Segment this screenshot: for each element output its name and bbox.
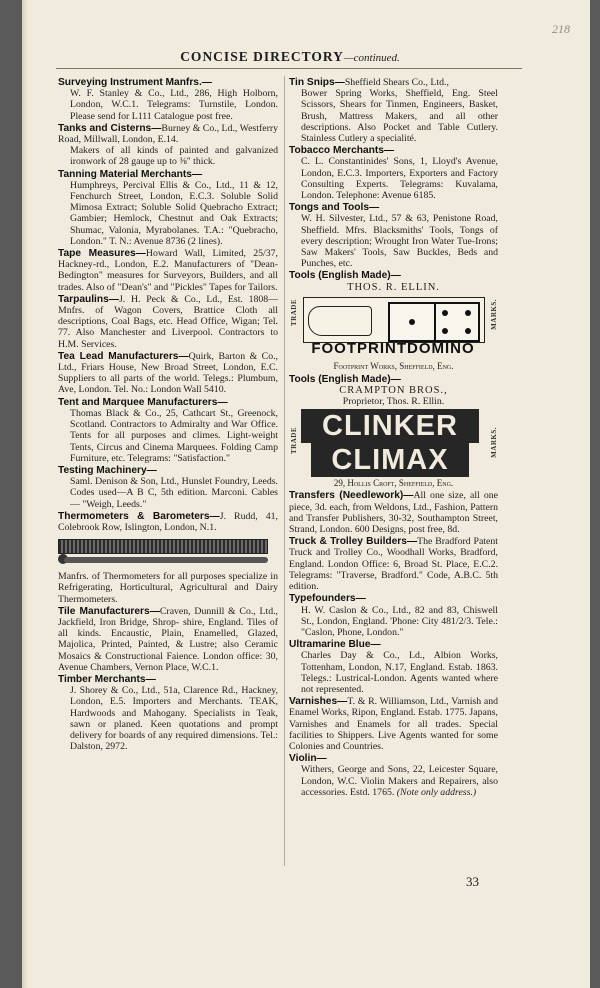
entry-tools-ellin — [289, 270, 498, 370]
entry-body: C. L. Constantinides' Sons, 1, Lloyd's Avenue, London, E.C.3. Importers, Exporters and Factory Consulting Experts. Telegrams: Kuvalama, London. Telephone: Avenue 6185. — [301, 156, 498, 202]
entry-lead: The Bradford Patent Truck and Trolley Co., — [289, 536, 498, 559]
entry-lead: Burney & Co., Ld., Westferry Road, Millwall, London, E.14. — [58, 122, 278, 146]
footprint-domino-word — [303, 339, 483, 357]
entry-body: Varnish and Enamel Works, Ripon, England. Estab. 1775. Japans, Varnishes and Enamels for all trades. Special facilities to Shippers. Live Agents wanted for some Colonies and Countries. — [289, 696, 499, 752]
entry-testing-machinery — [58, 465, 278, 510]
entry-tent-marquee — [58, 397, 278, 464]
entry-body: Bower Spring Works, Sheffield, Eng. Steel Scissors, Shears for Tinmen, Engineers, Basket, Brush, Mattress Makers, and all other descriptions. Also Pocket and Table Cutlery. Stainless Cutlery a specialité. — [301, 88, 498, 145]
entry-body: Saml. Denison & Son, Ltd., Hunslet Foundry, Leeds. Codes used—A B C, 5th edition. Marconi. Cables — "Weigh, Leeds." — [70, 476, 278, 510]
entry-lead: T. & R. Williamson, Ltd., — [347, 696, 449, 708]
entry-body: J. Shorey & Co., Ltd., 51a, Clarence Rd., Hackney, London, E.5. Importers and Merchants. TEAK, Hardwoods and Mahogany. Specialists in Teak, sawn or planed. Keen quotations and prompt delivery for boards of any required dimensions. Tel.: Dalston, 2972. — [70, 685, 278, 753]
entry-heading: Tin Snips— — [289, 77, 345, 88]
trademark-box — [303, 297, 485, 343]
entry-heading: Timber Merchants— — [58, 673, 156, 685]
entry-body: Charles Day & Co., Ld., Albion Works, Tottenham, London, N.17, England. Estab. 1863. Telegs.: Lustrical-London. Agents wanted where not represented. — [301, 650, 498, 695]
thermometer-stem — [64, 557, 268, 563]
entry-tea-lead — [58, 351, 278, 396]
footprint-icon — [308, 306, 372, 336]
marks-label: MARKS. — [490, 298, 498, 330]
entry-heading: Tobacco Merchants— — [289, 145, 395, 157]
climax-banner: CLIMAX — [311, 443, 469, 477]
entry-body: H. W. Caslon & Co., Ltd., 82 and 83, Chiswell St., London, England. 'Phone: City 481/2/3. Tele.: "Caslon, Phone, London." — [301, 604, 498, 638]
entry-heading: Thermometers & Barometers— — [58, 510, 220, 522]
entry-lead: J. H. Peck & Co., Ld., Est. 1808—Mnfrs. of Wagon Covers, — [58, 293, 278, 317]
entry-lead: Quirk, Barton & Co., Ltd., Friars House, New — [58, 350, 278, 374]
entry-note: (Note only address.) — [396, 786, 477, 798]
entry-truck-trolley — [289, 536, 498, 592]
entry-tools-crampton — [289, 374, 498, 488]
left-column — [58, 77, 278, 753]
right-column — [289, 77, 498, 799]
entry-body: Manufacturers of "Dean-Bedington" measures for Surveyors, Builders, and all trades. Also of "Dean's" and "Pickles" Tapes for Tailors. — [58, 259, 278, 293]
entry-heading: Tile Manufacturers— — [58, 605, 160, 617]
entry-body: Brattice Cloth all descriptions, Coal Bags, etc. Head Office, Wigan; Tel. 77. Also Manchester and Liverpool. Contractors to H.M. Services. — [58, 305, 278, 350]
entry-tobacco — [289, 145, 498, 201]
entry-heading: Tape Measures— — [58, 248, 146, 260]
entry-typefounders — [289, 593, 498, 638]
entry-heading: Transfers (Needlework)— — [289, 490, 414, 502]
entry-body: Thomas Black & Co., 25, Cathcart St., Greenock, Scotland. Contractors to Admiralty and War Office. Tents for all purposes and climes. Light-weight Tents, Circus and Cinema Marquees. Folding Camp Furniture, etc. Telegrams: "Satisfaction." — [70, 407, 278, 464]
footprint-address: Footprint Works, Sheffield, Eng. — [333, 360, 454, 371]
maker-name: THOS. R. ELLIN. — [347, 281, 440, 293]
entry-body: Broad Street, London, E.C. Suppliers to all parts of the world. Telegs.: Plumbum, Ave, London. Tel. No.: London Wall 5410. — [58, 362, 279, 396]
entry-timber — [58, 674, 278, 752]
entry-heading: Tools (English Made)— — [289, 270, 401, 282]
word-footprint: FOOTPRINT — [311, 339, 407, 357]
entry-tongs — [289, 202, 498, 269]
entry-lead: Sheffield Shears Co., Ltd., — [344, 77, 449, 88]
page-fold-shadow — [22, 0, 28, 988]
entry-body: shire, England. Tiles of all kinds. Encaustic, Plain, Enamelled, Glazed, Majolica, Printed, Painted, & Lustre; also Ceramic Mosaics & Constructional Faience. London office: 30, Avenue Chambers, Vernon Place, W.C.1. — [58, 616, 279, 673]
entry-heading: Truck & Trolley Builders— — [289, 536, 418, 548]
entry-tile — [58, 606, 278, 673]
trade-label: TRADE — [290, 298, 298, 326]
entry-body: W. H. Silvester, Ltd., 57 & 63, Penistone Road, Sheffield. Mfrs. Blacksmiths' Tools, Tongs of every description; Wrought Iron Water Tue-Irons; Saw Makers' Tools, Saw Buckles, Beds and Punches, etc. — [301, 213, 498, 270]
entry-lead: J. Rudd, 41, Colebrook Row, Islington, London, N.1. — [58, 510, 278, 533]
entry-heading: Tongs and Tools— — [289, 202, 380, 214]
entry-heading: Tools (English Made)— — [289, 373, 401, 385]
entry-thermometers — [58, 511, 278, 605]
header-title: CONCISE DIRECTORY — [180, 49, 344, 64]
entry-heading: Tea Lead Manufacturers— — [58, 350, 189, 362]
clinker-address: 29, Hollis Croft, Sheffield, Eng. — [333, 478, 454, 489]
word-domino: DOMINO — [407, 339, 475, 357]
header-rule — [56, 68, 522, 69]
entry-heading: Tanks and Cisterns— — [58, 122, 162, 134]
header-continued: —continued. — [343, 52, 400, 64]
entry-varnishes — [289, 696, 498, 752]
entry-surveying — [58, 77, 278, 122]
column-divider — [284, 76, 285, 866]
entry-heading: Tent and Marquee Manufacturers— — [58, 396, 228, 408]
entry-body: W. F. Stanley & Co., Ltd., 286, High Holborn, London, W.C.1. Telegrams: Turnstile, London. Please send for L111 Catalogue post free. — [70, 88, 278, 122]
domino-icon — [388, 302, 480, 342]
entry-tanks — [58, 123, 278, 168]
footprint-domino-trademark — [289, 295, 498, 371]
page-number: 33 — [466, 874, 479, 889]
thermometer-illustration — [58, 535, 278, 567]
entry-heading: Varnishes— — [289, 696, 348, 708]
entry-lead: Craven, Dunnill & Co., Ltd., Jackfield, Iron Bridge, Shrop- — [58, 605, 278, 628]
entry-tin-snips — [289, 77, 498, 144]
entry-heading: Tarpaulins— — [58, 293, 119, 305]
clinker-banner: CLINKER — [301, 409, 479, 443]
entry-heading: Ultramarine Blue— — [289, 639, 381, 651]
entry-lead: All one size, all one piece, 3d. each, from Weldons, — [289, 490, 498, 513]
entry-heading: Testing Machinery— — [58, 464, 157, 476]
entry-violin — [289, 753, 498, 798]
entry-heading: Surveying Instrument Manfrs.— — [58, 77, 212, 88]
marks-label: MARKS. — [490, 427, 498, 459]
entry-body: Humphreys, Percival Ellis & Co., Ltd., 11 & 12, Fenchurch Street, London, E.C.3. Soluble Solid Mimosa Extract; Soluble Solid Quebracho Extract; Gambier; Hemlock, Chestnut and Oak Extracts; Shumac, Valonia, Myrabolanes. T.A.: "Quebracho, London." T. N.: Avenue 8736 (2 lines). — [70, 179, 278, 247]
trade-label: TRADE — [290, 427, 298, 455]
entry-tape-measures — [58, 248, 278, 293]
entry-tanning — [58, 169, 278, 247]
entry-body: Woodhall Works, Bradford, England. London Office: 6, Broad St. Place, E.C.2. Telegrams: "Traverse, Bradford." Code, A.B.C. 5th edition. — [289, 547, 499, 593]
maker-name: CRAMPTON BROS., — [339, 385, 448, 397]
pencil-mark: 218 — [552, 22, 570, 36]
entry-tarpaulins — [58, 294, 278, 350]
page-header — [60, 49, 520, 65]
entry-heading: Tanning Material Merchants— — [58, 168, 203, 180]
clinker-climax-trademark — [289, 409, 498, 487]
entry-lead: Howard Wall, Limited, 25/37, Hackney-rd., London, E.2. — [58, 248, 278, 271]
entry-body: Ltd., Fashion, Pattern and Transfer Publishers, 30-32, Southampton Street, Strand, London. 600 Designs, post free, 8d. — [289, 501, 498, 536]
entry-body: Withers, George and Sons, 22, Leicester Square, London, W.C. Violin Makers and Repairers, also accessories. Estd. 1765. (Note only address.) — [301, 764, 498, 798]
entry-body: Manfrs. of Thermometers for all purposes specialize in Refrigerating, Horticultural, Agricultural and Dairy Thermometers. — [58, 571, 278, 605]
entry-transfers — [289, 490, 498, 535]
entry-heading: Violin— — [289, 753, 327, 765]
entry-body: Makers of all kinds of painted and galvanized ironwork of 28 gauge up to ⅜" thick. — [70, 145, 278, 168]
entry-ultramarine — [289, 639, 498, 695]
entry-heading: Typefounders— — [289, 593, 366, 605]
thermometer-scale — [58, 539, 268, 554]
maker-proprietor: Proprietor, Thos. R. Ellin. — [342, 396, 445, 408]
